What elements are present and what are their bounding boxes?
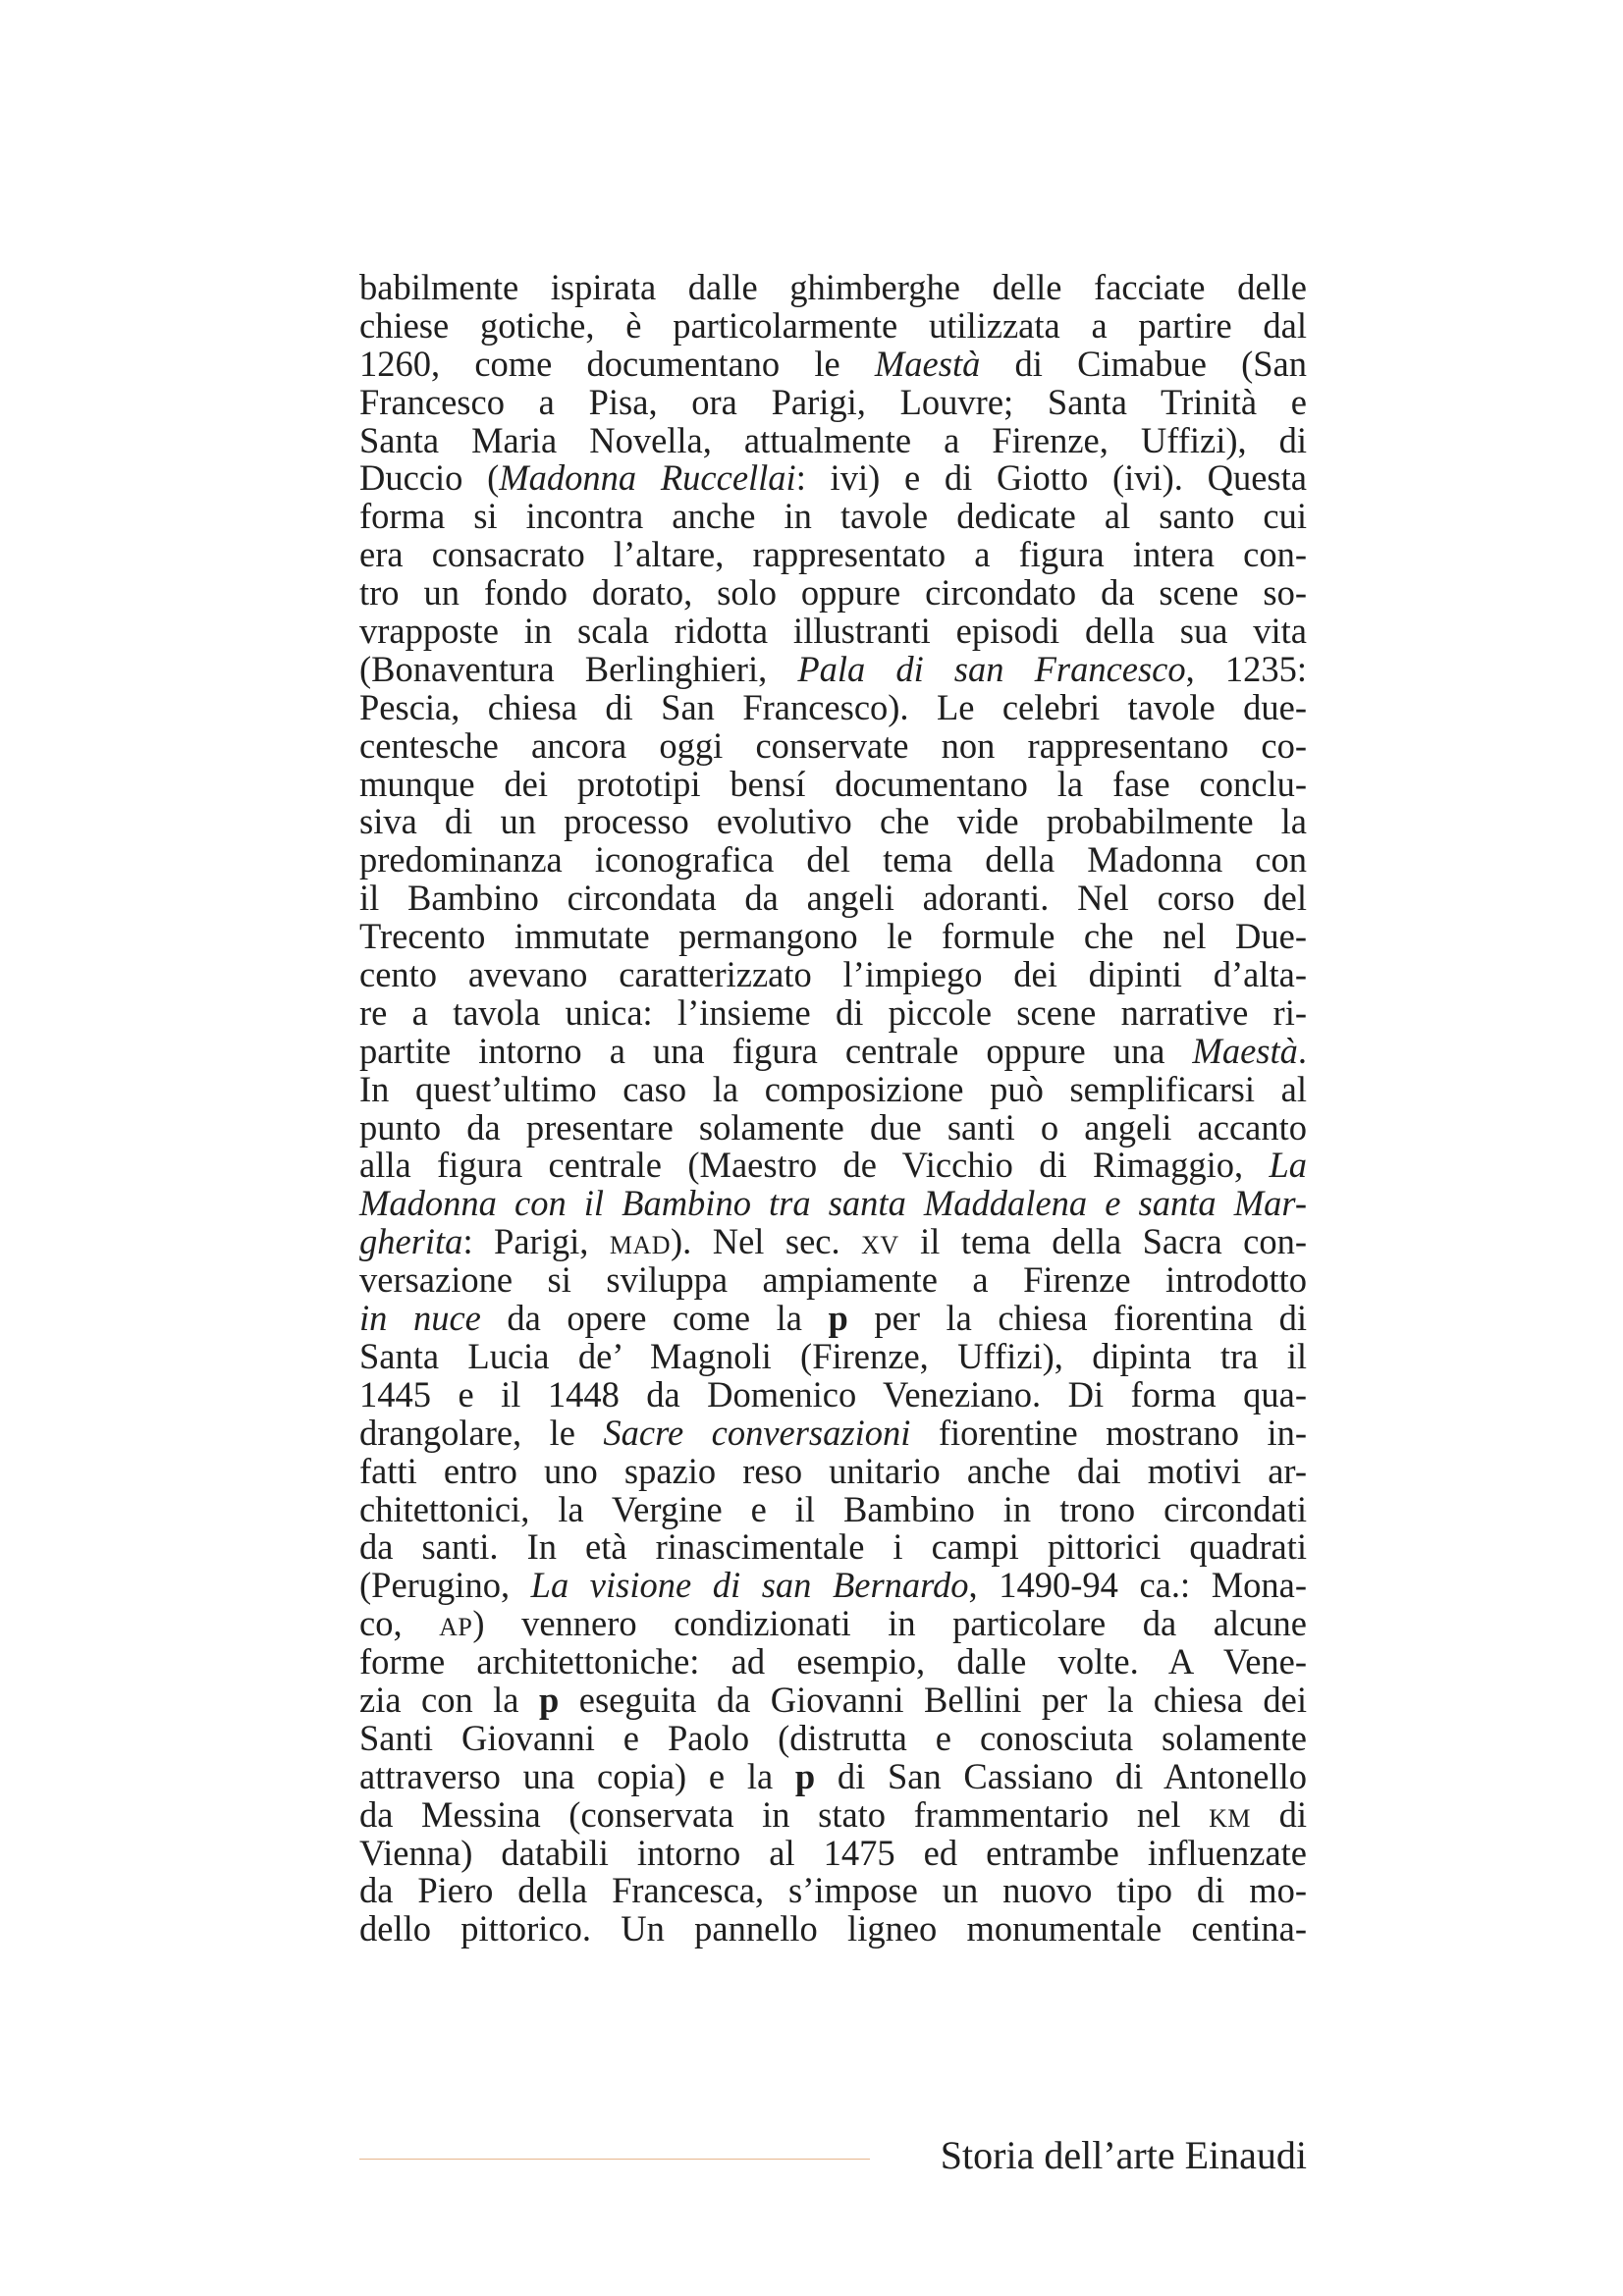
text-run: di [1250,1793,1307,1835]
text-run: Vienna) databili intorno al 1475 ed entrambe influenzate [359,1832,1307,1873]
italic-title: Pala di san Francesco [797,648,1186,689]
footer-rule [359,2159,870,2160]
text-line [359,686,1307,727]
text-line [359,841,1307,880]
text-run: da Messina (conservata in stato frammentario nel [359,1793,1210,1835]
abbreviation: mad [609,1221,671,1262]
text-run: eseguita da Giovanni Bellini per la chiesa dei [559,1679,1307,1720]
text-run: Trecento immutate permangono le formule che nel Due- [359,916,1307,957]
text-run: versazione si sviluppa ampiamente a Firenze introdotto [359,1259,1307,1301]
text-run: centesche ancora oggi conservate non rappresentano co- [359,724,1307,766]
text-line [359,1488,1307,1529]
text-line [359,1717,1307,1758]
text-run: il tema della Sacra con- [898,1221,1307,1262]
abbreviation: km [1209,1793,1251,1835]
text-run: fiorentine mostrano in- [910,1412,1307,1453]
italic-title: La [1269,1145,1307,1186]
text-run: , 1235: [1185,648,1307,689]
text-line [359,648,1307,689]
text-run: da opere come la [480,1298,829,1339]
text-run: da santi. In età rinascimentale i campi pittorici quadrati [359,1526,1307,1568]
text-line [359,613,1307,651]
text-run: di Cimabue (San [980,343,1307,384]
text-line [359,1300,1307,1338]
text-line [359,724,1307,766]
text-run: siva di un processo evolutivo che vide probabilmente la [359,801,1307,842]
text-line [359,1567,1307,1605]
text-line [359,1185,1307,1223]
text-run: il Bambino circondata da angeli adoranti. Nel corso del [359,878,1307,919]
text-line [359,1068,1307,1109]
text-run: predominanza iconografica del tema della Madonna con [359,839,1307,881]
italic-title: Sacre conversazioni [603,1412,911,1453]
text-run: forma si incontra anche in tavole dedicate al santo cui [359,496,1307,537]
text-run: , 1490-94 ca.: Mona- [968,1565,1307,1606]
bold-term: p [828,1298,848,1339]
text-line [359,304,1307,346]
text-line [359,536,1307,574]
italic-title: Madonna Ruccellai [499,457,796,499]
text-run: partite intorno a una figura centrale oppure una [359,1030,1193,1071]
text-line [359,459,1307,498]
text-line [359,1793,1307,1835]
text-line [359,1147,1307,1185]
text-run: . [1297,1030,1307,1071]
text-run: cento avevano caratterizzato l’impiego dei dipinti d’alta- [359,954,1307,995]
text-line [359,918,1307,956]
text-run: babilmente ispirata dalle ghimberghe delle facciate delle [359,267,1307,307]
text-run: Santa Lucia de’ Magnoli (Firenze, Uffizi), dipinta tra il [359,1335,1307,1376]
text-run: Francesco a Pisa, ora Parigi, Louvre; Santa Trinità e [359,381,1307,422]
text-run: di San Cassiano di Antonello [815,1755,1307,1796]
text-run: chiese gotiche, è particolarmente utilizzata a partire dal [359,304,1307,346]
text-line [359,1030,1307,1071]
text-line [359,269,1307,307]
text-run: ). Nel sec. [670,1221,862,1262]
italic-title: in nuce [359,1298,481,1339]
text-line [359,498,1307,536]
text-run: Duccio ( [359,457,500,499]
text-run: : ivi) e di Giotto (ivi). Questa [795,457,1307,499]
text-run: ) vennero condizionati in particolare da alcune [472,1603,1307,1644]
text-run: vrapposte in scala ridotta illustranti episodi della sua vita [359,611,1307,652]
text-run: da Piero della Francesca, s’impose un nuovo tipo di mo- [359,1870,1307,1911]
text-line [359,880,1307,918]
text-run: fatti entro uno spazio reso unitario anche dai motivi ar- [359,1450,1307,1491]
text-line [359,419,1307,460]
text-line [359,1528,1307,1567]
text-line [359,1872,1307,1910]
text-run: chitettonici, la Vergine e il Bambino in trono circondati [359,1488,1307,1529]
text-run: alla figura centrale (Maestro de Vicchio di Rimaggio, [359,1145,1270,1186]
text-line [359,381,1307,422]
text-line [359,1335,1307,1376]
text-run: Pescia, chiesa di San Francesco). Le celebri tavole due- [359,686,1307,727]
text-run: : Parigi, [462,1221,610,1262]
text-line [359,1261,1307,1300]
text-line [359,1605,1307,1643]
text-line [359,763,1307,804]
body-text [359,269,1307,1949]
text-run: co, [359,1603,440,1644]
text-run: attraverso una copia) e la [359,1755,795,1796]
text-line [359,574,1307,613]
italic-title: gherita [359,1221,463,1262]
text-run: era consacrato l’altare, rappresentato a figura intera con- [359,534,1307,575]
text-line [359,991,1307,1033]
text-run: dello pittorico. Un pannello ligneo monumentale centina- [359,1908,1307,1949]
text-run: (Bonaventura Berlinghieri, [359,648,798,689]
text-line [359,1643,1307,1682]
text-line [359,1412,1307,1453]
text-line [359,1106,1307,1148]
text-line [359,1679,1307,1720]
text-line [359,803,1307,841]
text-run: 1260, come documentano le [359,343,875,384]
text-line [359,1223,1307,1261]
text-line [359,1910,1307,1949]
text-run: munque dei prototipi bensí documentano la fase conclu- [359,763,1307,804]
text-run: Santi Giovanni e Paolo (distrutta e conosciuta solamente [359,1717,1307,1758]
text-run: punto da presentare solamente due santi o angeli accanto [359,1106,1307,1148]
text-line [359,1450,1307,1491]
text-run: per la chiesa fiorentina di [847,1298,1308,1339]
bold-term: p [794,1755,816,1796]
text-run: re a tavola unica: l’insieme di piccole scene narrative ri- [359,991,1307,1033]
text-line [359,1755,1307,1796]
text-run: tro un fondo dorato, solo oppure circondato da scene so- [359,572,1307,614]
text-line [359,1832,1307,1873]
italic-title: Maestà [874,343,981,384]
italic-title: La visione di san Bernardo [530,1565,969,1606]
text-run: zia con la [359,1679,539,1720]
footer-title: Storia dell’arte Einaudi [940,2133,1307,2177]
text-run: 1445 e il 1448 da Domenico Veneziano. Di forma qua- [359,1373,1307,1415]
text-run: (Perugino, [359,1565,531,1606]
text-line [359,343,1307,384]
text-line [359,1373,1307,1415]
italic-title: Madonna con il Bambino tra santa Maddalena e santa Mar- [359,1183,1307,1224]
text-line [359,956,1307,994]
italic-title: Maestà [1192,1030,1298,1071]
text-run: In quest’ultimo caso la composizione può semplificarsi al [359,1068,1307,1109]
text-run: forme architettoniche: ad esempio, dalle volte. A Vene- [359,1641,1307,1682]
abbreviation: xv [861,1221,899,1262]
abbreviation: ap [439,1603,473,1644]
text-run: Santa Maria Novella, attualmente a Firenze, Uffizi), di [359,419,1307,460]
text-run: drangolare, le [359,1412,604,1453]
bold-term: p [538,1679,560,1720]
